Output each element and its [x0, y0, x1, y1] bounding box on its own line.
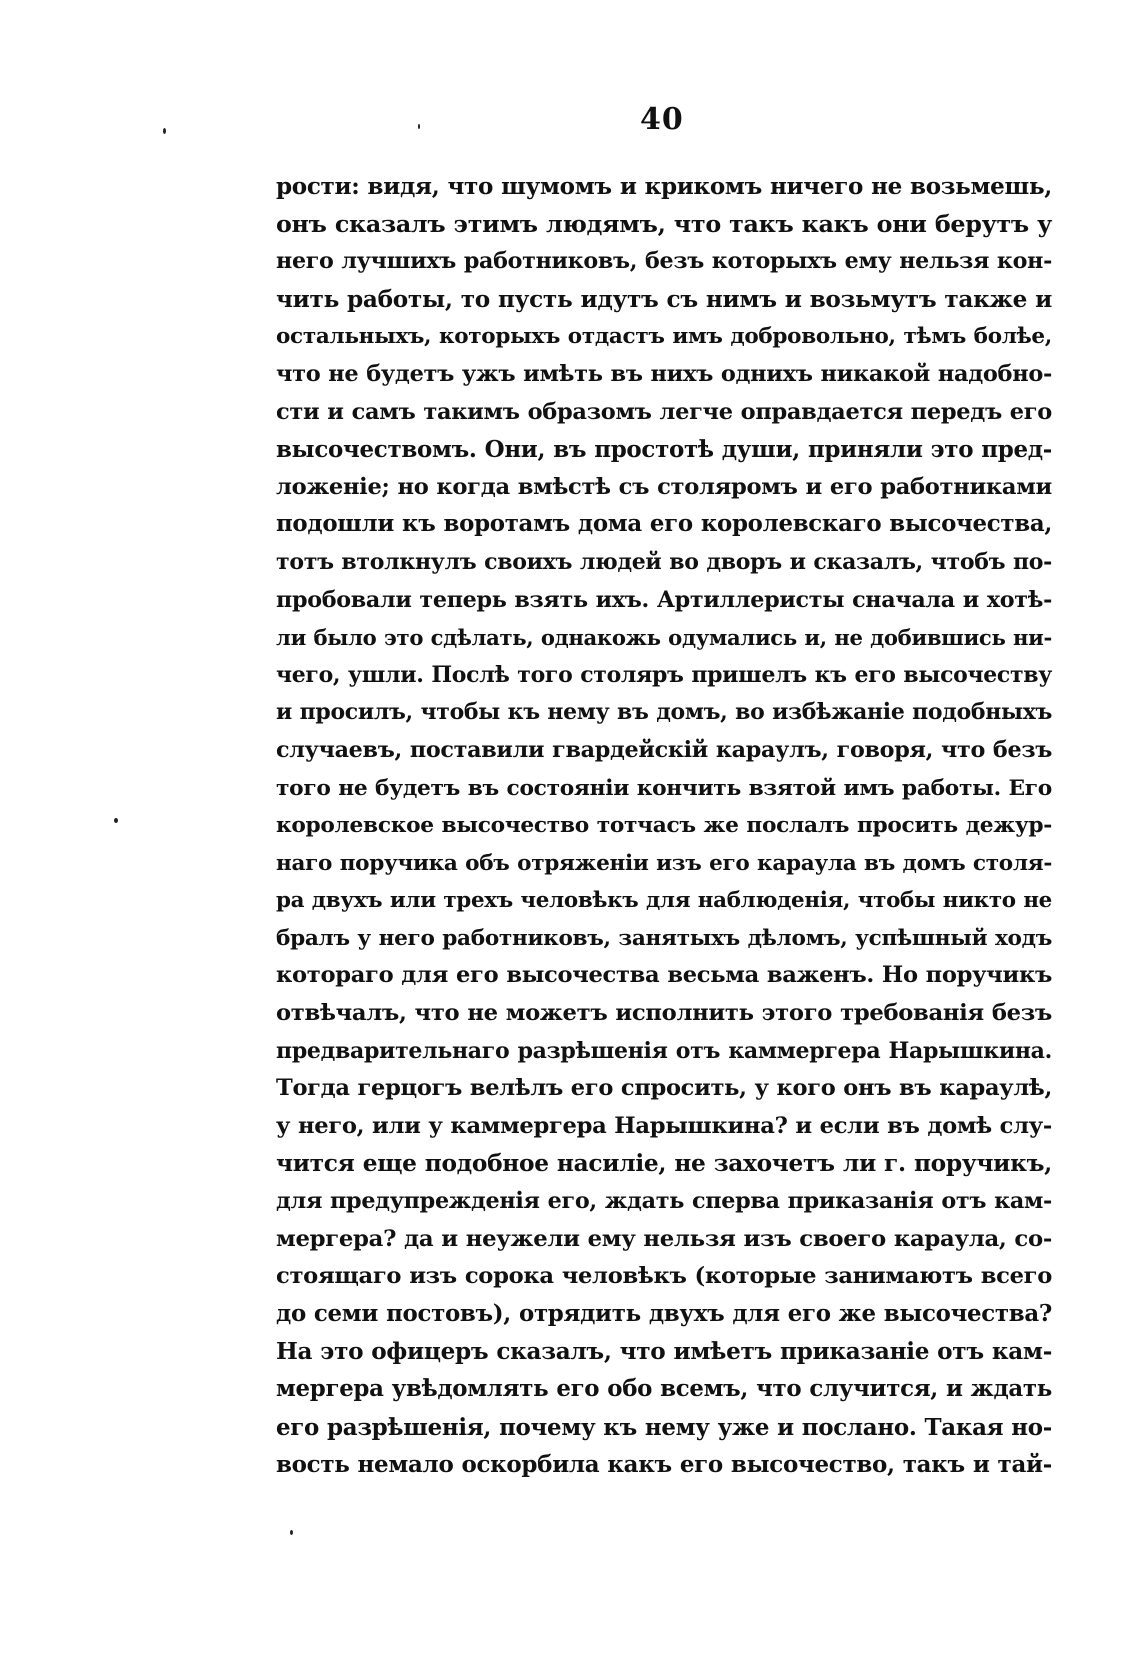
text-line: онъ сказалъ этимъ людямъ, что такъ какъ они берутъ у: [276, 209, 1052, 238]
text-line: бралъ у него работниковъ, занятыхъ дѣломъ, успѣшный ходъ: [276, 925, 1052, 951]
text-line: подошли къ воротамъ дома его королевскаго высочества,: [276, 511, 1052, 538]
text-line: до семи постовъ), отрядить двухъ для его же высочества?: [276, 1300, 1052, 1327]
text-line: чится еще подобное насиліе, не захочетъ ли г. поручикъ,: [276, 1150, 1052, 1178]
print-speck: [114, 818, 118, 823]
text-line: остальныхъ, которыхъ отдастъ имъ добровольно, тѣмъ болѣе,: [276, 324, 1052, 350]
text-line: у него, или у каммергера Нарышкина? и если въ домѣ слу-: [276, 1112, 1052, 1139]
print-speck: [163, 128, 166, 134]
text-line: стоящаго изъ сорока человѣкъ (которые занимаютъ всего: [276, 1263, 1052, 1290]
text-line: мергера? да и неужели ему нельзя изъ своего караула, со-: [276, 1225, 1052, 1252]
text-line: что не будетъ ужъ имѣть въ нихъ однихъ никакой надобно-: [276, 360, 1052, 387]
text-line: наго поручика объ отряженіи изъ его караула въ домъ столя-: [276, 850, 1052, 876]
text-line: сти и самъ такимъ образомъ легче оправдается передъ его: [276, 398, 1052, 425]
text-line: пробовали теперь взять ихъ. Артиллеристы сначала и хотѣ-: [276, 586, 1052, 613]
page-number: 40: [640, 102, 684, 137]
body-text: [276, 168, 1052, 1484]
text-line: королевское высочество тотчасъ же послалъ просить дежур-: [276, 813, 1052, 839]
text-line: чего, ушли. Послѣ того столяръ пришелъ къ его высочеству: [276, 661, 1052, 688]
text-line: На это офицеръ сказалъ, что имѣетъ приказаніе отъ кам-: [276, 1338, 1052, 1366]
text-line: рости: видя, что шумомъ и крикомъ ничего не возьмешь,: [276, 173, 1052, 200]
print-speck: [418, 124, 420, 129]
text-line: для предупрежденія его, ждать сперва приказанія отъ кам-: [276, 1188, 1052, 1215]
text-line: тотъ втолкнулъ своихъ людей во дворъ и сказалъ, чтобъ по-: [276, 548, 1052, 575]
print-speck: [290, 1530, 293, 1535]
text-line: него лучшихъ работниковъ, безъ которыхъ ему нельзя кон-: [276, 248, 1052, 275]
text-line: котораго для его высочества весьма важенъ. Но поручикъ: [276, 962, 1052, 989]
text-line: предварительнаго разрѣшенія отъ каммергера Нарышкина.: [276, 1037, 1052, 1064]
text-line: того не будетъ въ состояніи кончить взятой имъ работы. Его: [276, 775, 1052, 801]
text-line: мергера увѣдомлять его обо всемъ, что случится, и ждать: [276, 1376, 1052, 1402]
text-line: ли было это сдѣлать, однакожь одумались и, не добившись ни-: [276, 625, 1052, 651]
text-line: ложеніе; но когда вмѣстѣ съ столяромъ и его работниками: [276, 473, 1052, 500]
text-line: отвѣчалъ, что не можетъ исполнить этого требованія безъ: [276, 1000, 1052, 1027]
text-line: случаевъ, поставили гвардейскій караулъ, говоря, что безъ: [276, 736, 1052, 763]
text-line: его разрѣшенія, почему къ нему уже и послано. Такая но-: [276, 1413, 1052, 1441]
text-line: чить работы, то пусть идутъ съ нимъ и возьмутъ также и: [276, 285, 1052, 313]
text-line: и просилъ, чтобы къ нему въ домъ, во избѣжаніе подобныхъ: [276, 699, 1052, 726]
text-line: Тогда герцогъ велѣлъ его спросить, у кого онъ въ караулѣ,: [276, 1075, 1052, 1102]
text-line: вость немало оскорбила какъ его высочество, такъ и тай-: [276, 1451, 1052, 1479]
text-line: высочествомъ. Они, въ простотѣ души, приняли это пред-: [276, 436, 1052, 464]
text-line: ра двухъ или трехъ человѣкъ для наблюденія, чтобы никто не: [276, 888, 1052, 914]
